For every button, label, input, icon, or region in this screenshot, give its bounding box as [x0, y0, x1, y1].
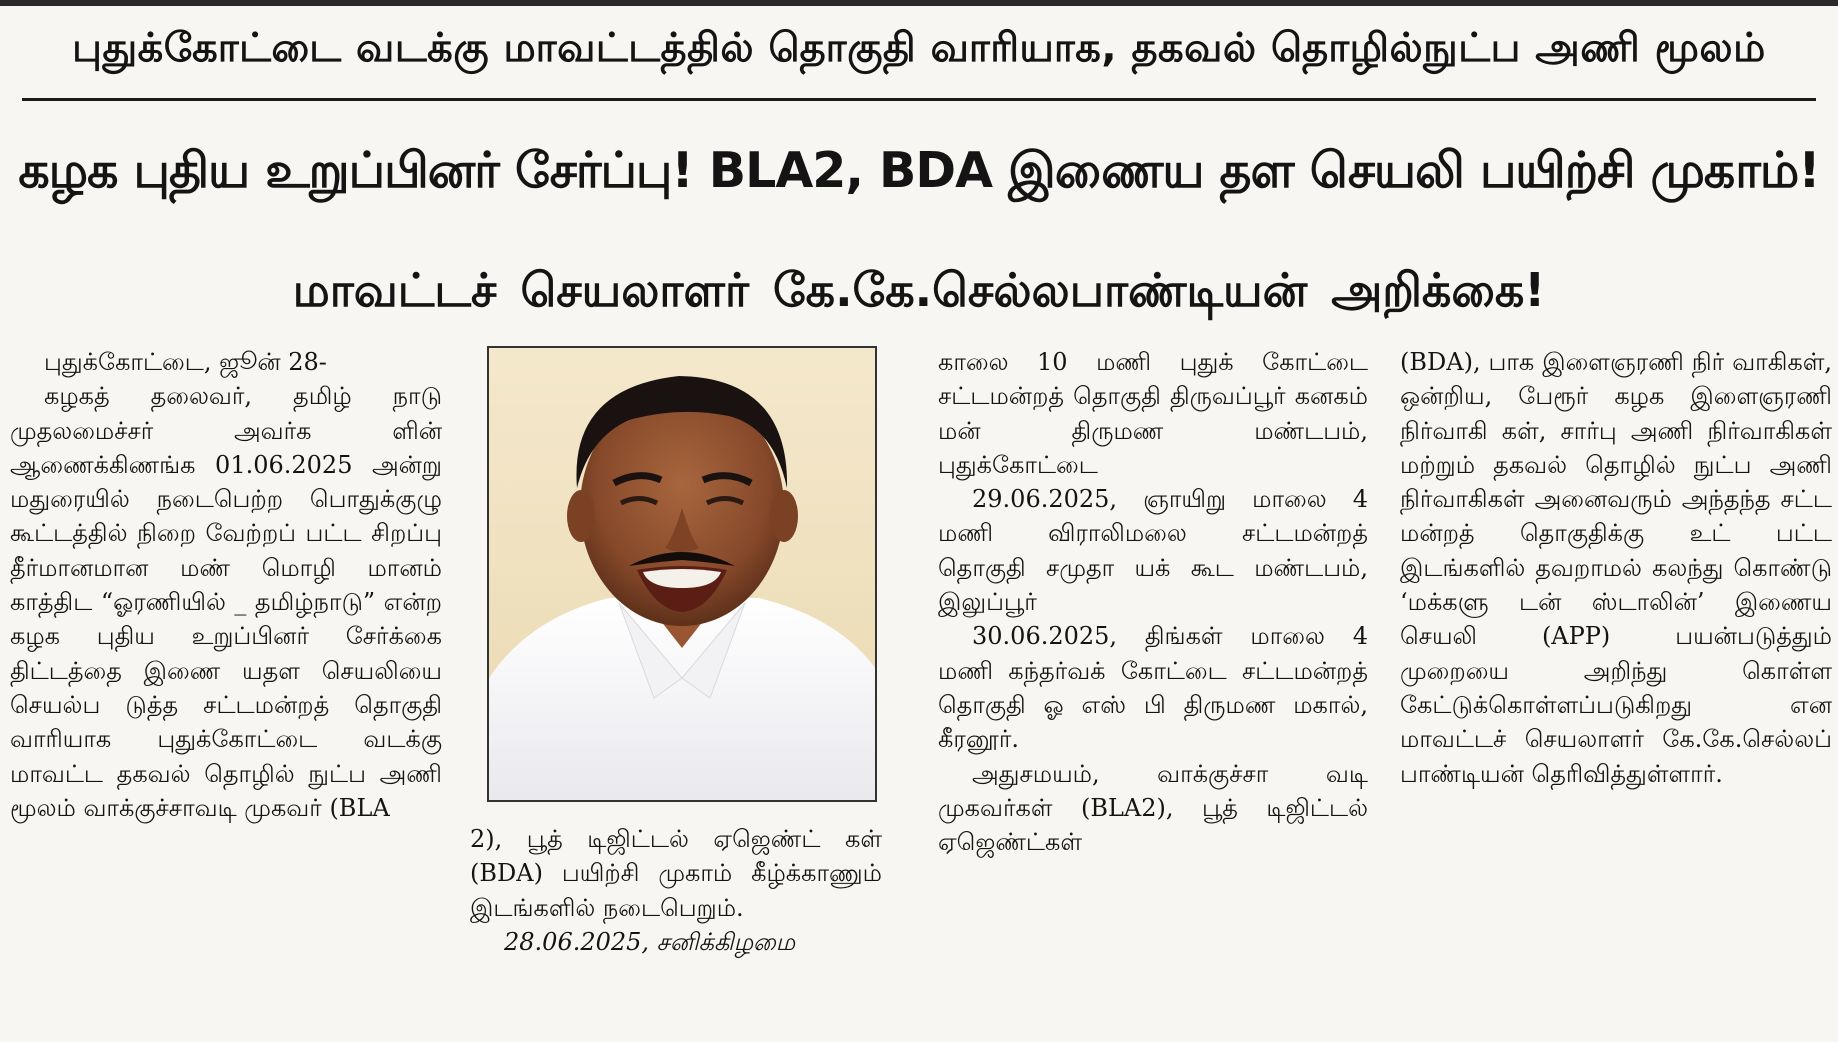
article-column-1 [10, 345, 442, 1035]
schedule-date-1: 28.06.2025, சனிக்கிழமை [504, 927, 796, 956]
article-column-3 [938, 345, 1368, 1035]
dateline: புதுக்கோட்டை, ஜூன் 28- [44, 348, 327, 376]
schedule-item-2: 29.06.2025, ஞாயிறு மாலை 4 மணி விராலிமலை சட்டமன்றத் தொகுதி சமுதா யக் கூட மண்டபம், இலுப்பூர் [938, 485, 1368, 617]
column-4-body: (BDA), பாக இளைஞரணி நிர் வாகிகள், ஒன்றிய, பேரூர் கழக இளைஞரணி நிர்வாகி கள், சார்பு அணி நிர்வாகிகள் மற்றும் தகவல் தொழில் நுட்ப அணி நிர்வாகிகள் அனைவரும் அந்தந்த சட்ட மன்றத் தொகுதிக்கு உட் பட்ட இடங்களில் தவறாமல் கலந்து கொண்டு ‘மக்களு டன் ஸ்டாலின்’ இணைய செயலி (APP) பயன்படுத்தும் முறையை அறிந்து கொள்ள கேட்டுக்கொள்ளப்படுகிறது என மாவட்டச் செயலாளர் கே.கே.செல்லப் பாண்டியன் தெரிவித்துள்ளார். [1400, 348, 1832, 788]
column-2-body: 2), பூத் டிஜிட்டல் ஏஜெண்ட் கள் (BDA) பயிற்சி முகாம் கீழ்க்காணும் இடங்களில் நடைபெறும். [470, 825, 882, 922]
portrait-illustration [489, 348, 875, 800]
main-headline: கழக புதிய உறுப்பினர் சேர்ப்பு! BLA2, BDA இணைய தள செயலி பயிற்சி முகாம்! [18, 142, 1820, 199]
schedule-item-1: காலை 10 மணி புதுக் கோட்டை சட்டமன்றத் தொகுதி திருவப்பூர் கனகம் மன் திருமண மண்டபம், புதுக்கோட்டை [938, 348, 1368, 479]
portrait-photo [487, 346, 877, 802]
headline-divider [22, 98, 1816, 101]
ear-right [770, 490, 798, 542]
ear-left [567, 490, 595, 542]
schedule-item-3: 30.06.2025, திங்கள் மாலை 4 மணி கந்தர்வக் கோட்டை சட்டமன்றத் தொகுதி ஓ எஸ் பி திருமண மகால், கீரனூர். [938, 622, 1368, 754]
top-border [0, 0, 1838, 6]
article-column-4 [1400, 345, 1832, 1035]
sub-headline: மாவட்டச் செயலாளர் கே.கே.செல்லபாண்டியன் அறிக்கை! [292, 262, 1546, 317]
attendees-paragraph: அதுசமயம், வாக்குச்சா வடி முகவர்கள் (BLA2), பூத் டிஜிட்டல் ஏஜெண்ட்கள் [938, 759, 1368, 857]
kicker-headline: புதுக்கோட்டை வடக்கு மாவட்டத்தில் தொகுதி வாரியாக, தகவல் தொழில்நுட்ப அணி மூலம் [72, 24, 1766, 71]
article-column-2 [470, 822, 882, 1035]
column-1-body: கழகத் தலைவர், தமிழ் நாடு முதலமைச்சர் அவர்க ளின் ஆணைக்கிணங்க 01.06.2025 அன்று மதுரையில் நடைபெற்ற பொதுக்குழு கூட்டத்தில் நிறை வேற்றப் பட்ட சிறப்பு தீர்மானமான மண் மொழி மானம் காத்திட “ஓரணியில் _ தமிழ்நாடு” என்ற கழக புதிய உறுப்பினர் சேர்க்கை திட்டத்தை இணை யதள செயலியை செயல்ப டுத்த சட்டமன்றத் தொகுதி வாரியாக புதுக்கோட்டை வடக்கு மாவட்ட தகவல் தொழில் நுட்ப அணி மூலம் வாக்குச்சாவடி முகவர் (BLA [10, 382, 442, 822]
